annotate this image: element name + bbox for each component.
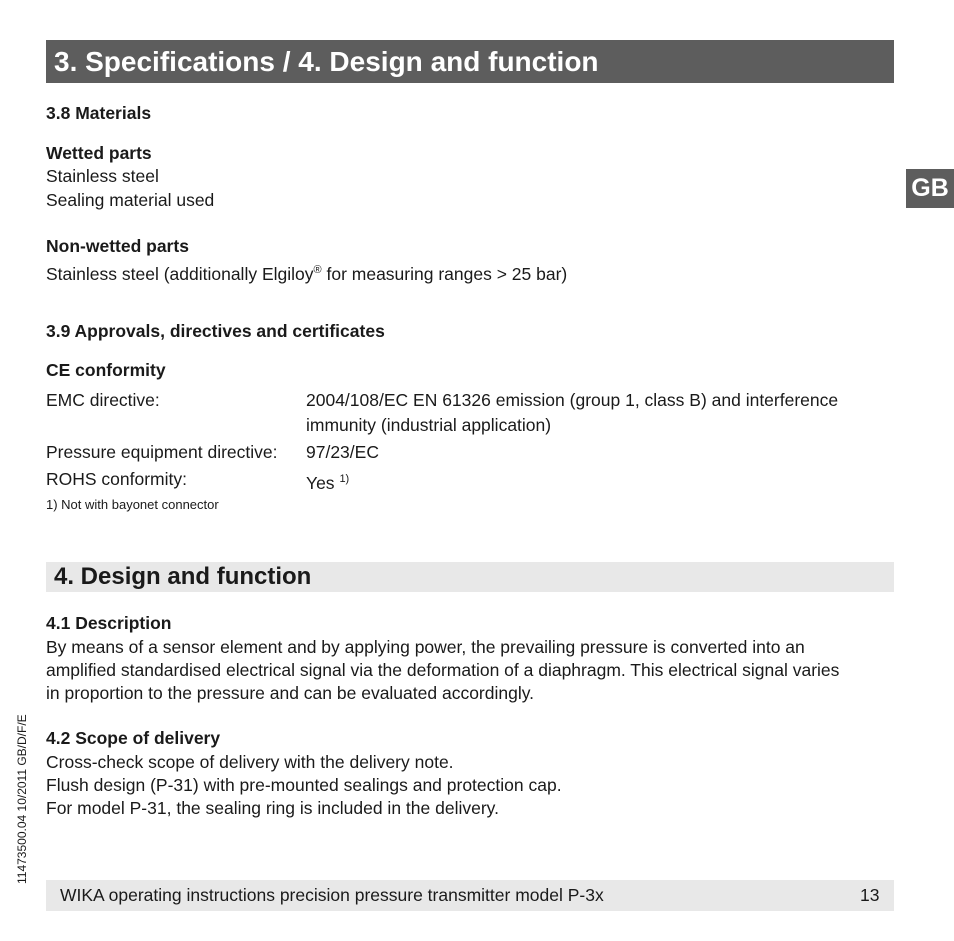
page-number: 13 <box>860 885 880 905</box>
emc-directive-label: EMC directive: <box>46 390 160 410</box>
materials-heading: 3.8 Materials <box>46 103 152 123</box>
description-heading: 4.1 Description <box>46 613 172 633</box>
footnote: 1) Not with bayonet connector <box>46 497 219 512</box>
pressure-directive-label: Pressure equipment directive: <box>46 442 278 462</box>
scope-line-3: For model P-31, the sealing ring is included in the delivery. <box>46 798 499 818</box>
pressure-directive-value: 97/23/EC <box>306 442 379 462</box>
rohs-value <box>306 468 349 495</box>
document-code: 11473500.04 10/2011 GB/D/F/E <box>15 714 29 884</box>
language-tab: GB <box>906 169 954 208</box>
description-line-2: amplified standardised electrical signal via the deformation of a diaphragm. This electrical signal varies <box>46 660 840 680</box>
wetted-parts-line-2: Sealing material used <box>46 190 215 210</box>
description-line-3: in proportion to the pressure and can be evaluated accordingly. <box>46 683 535 703</box>
non-wetted-parts-text <box>46 259 567 286</box>
ce-conformity-heading: CE conformity <box>46 360 166 380</box>
registered-mark: ® <box>313 264 322 276</box>
wetted-parts-heading: Wetted parts <box>46 143 152 163</box>
approvals-heading: 3.9 Approvals, directives and certificates <box>46 321 385 341</box>
non-wetted-text-pre: Stainless steel (additionally Elgiloy <box>46 264 314 284</box>
rohs-value-text: Yes <box>306 473 335 493</box>
section-title: 4. Design and function <box>54 563 312 590</box>
non-wetted-text-post: for measuring ranges > 25 bar) <box>321 264 568 284</box>
scope-line-1: Cross-check scope of delivery with the delivery note. <box>46 752 454 772</box>
footer-text: WIKA operating instructions precision pressure transmitter model P-3x <box>60 885 604 905</box>
non-wetted-parts-heading: Non-wetted parts <box>46 236 189 256</box>
description-line-1: By means of a sensor element and by applying power, the prevailing pressure is converted into an <box>46 637 805 657</box>
emc-directive-value-line-2: immunity (industrial application) <box>306 415 552 435</box>
emc-directive-value-line-1: 2004/108/EC EN 61326 emission (group 1, class B) and interference <box>306 390 839 410</box>
page-title: 3. Specifications / 4. Design and function <box>54 46 599 77</box>
wetted-parts-line-1: Stainless steel <box>46 166 159 186</box>
scope-heading: 4.2 Scope of delivery <box>46 728 221 748</box>
scope-line-2: Flush design (P-31) with pre-mounted sealings and protection cap. <box>46 775 562 795</box>
rohs-label: ROHS conformity: <box>46 469 187 489</box>
footnote-ref: 1) <box>339 473 350 485</box>
